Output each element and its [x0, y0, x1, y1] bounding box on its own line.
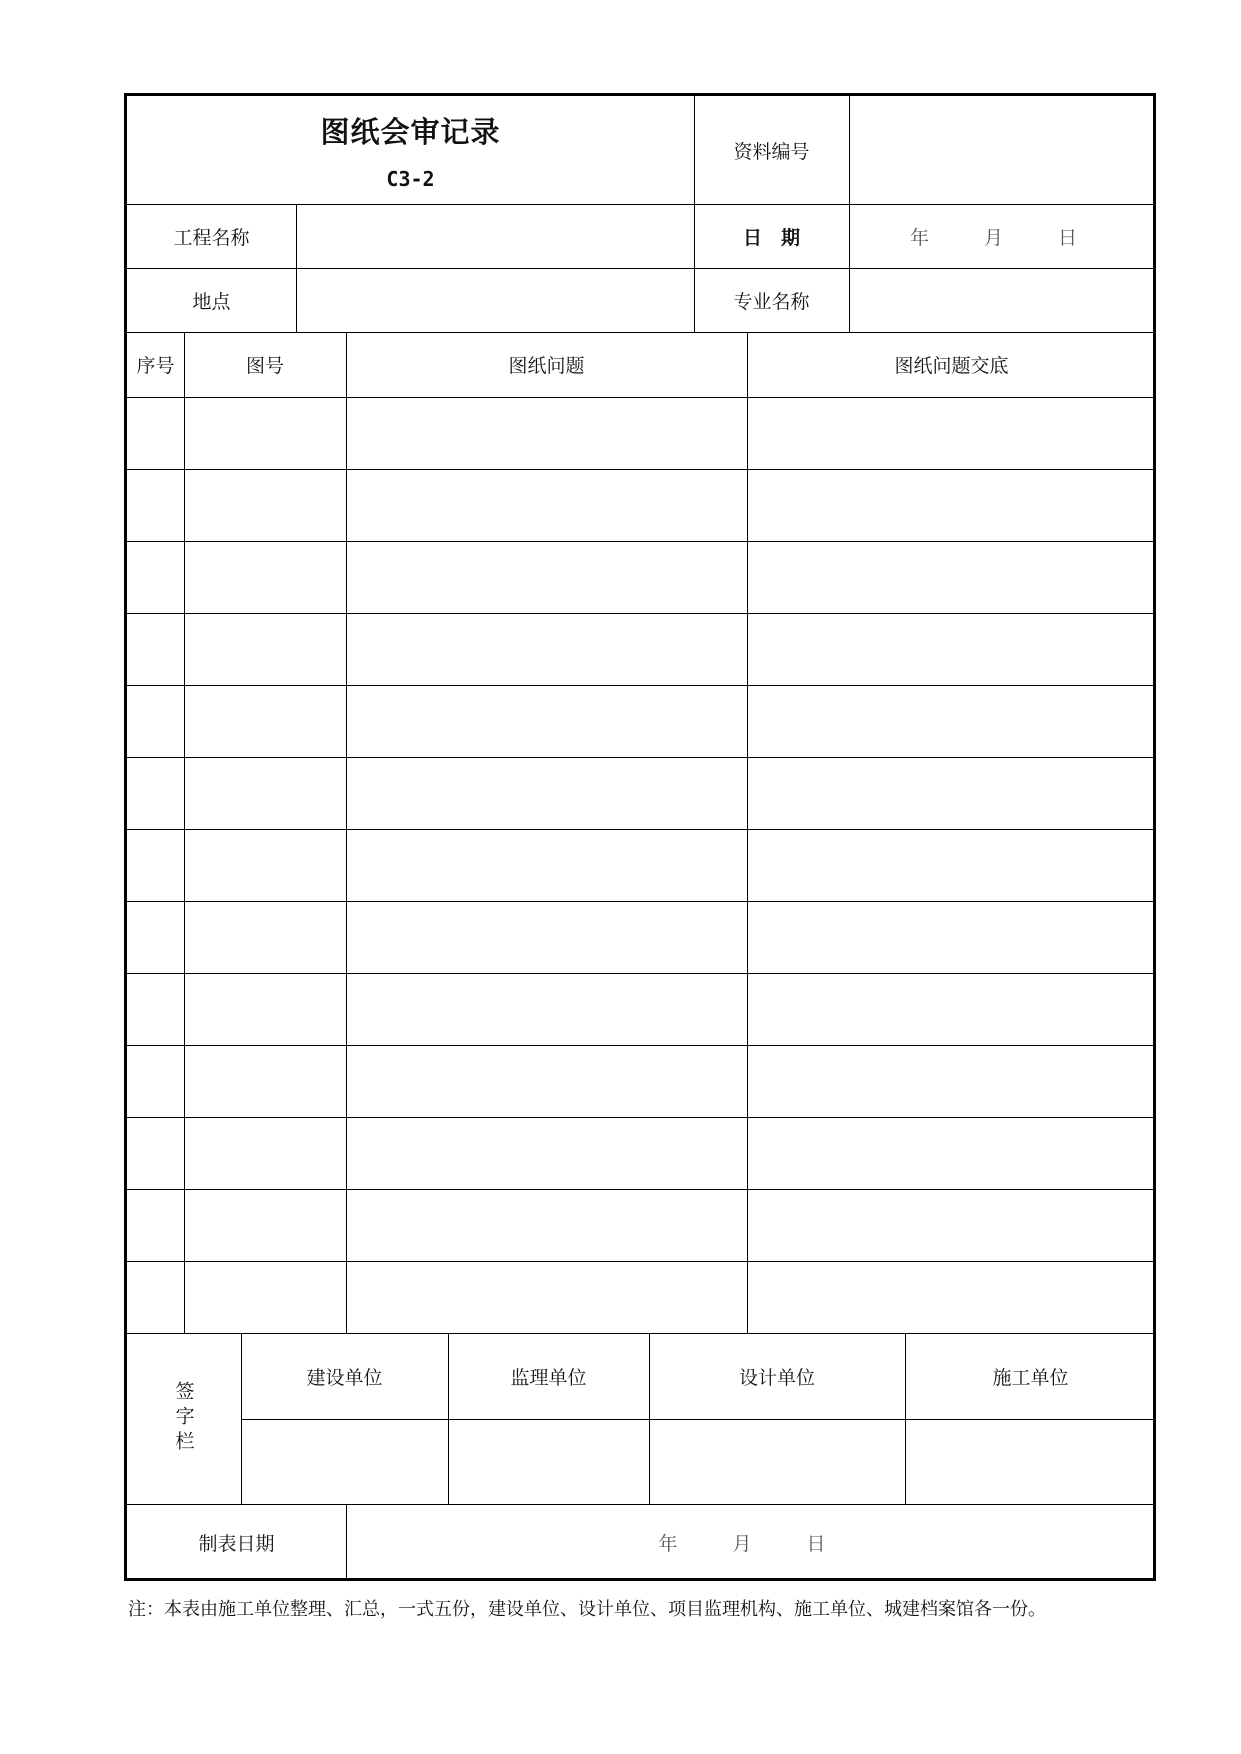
- column-divider: [296, 204, 297, 332]
- column-header-drawing-issue: 图纸问题: [508, 355, 585, 377]
- issue-resolution-cell[interactable]: [747, 901, 1156, 973]
- seq-cell[interactable]: [127, 829, 184, 901]
- issue-resolution-cell[interactable]: [747, 1189, 1156, 1261]
- date-field[interactable]: 年 月 日: [909, 226, 1095, 249]
- drawing-issue-cell[interactable]: [346, 1045, 747, 1117]
- row-divider: [127, 1261, 1156, 1262]
- issue-resolution-cell[interactable]: [747, 1045, 1156, 1117]
- column-divider: [649, 1333, 650, 1504]
- row-divider: [241, 1419, 1156, 1420]
- doc-number-field[interactable]: [849, 96, 1156, 204]
- drawing-no-cell[interactable]: [184, 901, 346, 973]
- drawing-issue-cell[interactable]: [346, 397, 747, 469]
- row-divider: [127, 1333, 1156, 1334]
- row-divider: [127, 268, 1156, 269]
- issue-resolution-cell[interactable]: [747, 685, 1156, 757]
- footnote: 注：本表由施工单位整理、汇总，一式五份，建设单位、设计单位、项目监理机构、施工单位、城建档案馆各一份。: [128, 1599, 1046, 1620]
- drawing-no-cell[interactable]: [184, 1117, 346, 1189]
- column-divider: [346, 332, 347, 1333]
- signature-field-contractor[interactable]: [905, 1419, 1156, 1504]
- drawing-issue-cell[interactable]: [346, 901, 747, 973]
- date-label: 日 期: [742, 226, 800, 249]
- column-divider: [905, 1333, 906, 1504]
- drawing-no-cell[interactable]: [184, 757, 346, 829]
- drawing-no-cell[interactable]: [184, 685, 346, 757]
- row-divider: [127, 757, 1156, 758]
- party-header-owner: 建设单位: [306, 1366, 383, 1389]
- drawing-no-cell[interactable]: [184, 829, 346, 901]
- column-divider: [448, 1333, 449, 1504]
- row-divider: [127, 1504, 1156, 1505]
- title-block: [127, 96, 694, 204]
- issue-resolution-cell[interactable]: [747, 613, 1156, 685]
- drawing-no-cell[interactable]: [184, 613, 346, 685]
- drawing-issue-cell[interactable]: [346, 685, 747, 757]
- issue-resolution-cell[interactable]: [747, 469, 1156, 541]
- seq-cell[interactable]: [127, 757, 184, 829]
- row-divider: [127, 397, 1156, 398]
- row-divider: [127, 613, 1156, 614]
- drawing-no-cell[interactable]: [184, 541, 346, 613]
- project-name-field[interactable]: [296, 204, 694, 268]
- drawing-issue-cell[interactable]: [346, 1261, 747, 1333]
- doc-number-label: 资料编号: [733, 140, 810, 163]
- drawing-issue-cell[interactable]: [346, 469, 747, 541]
- row-divider: [127, 901, 1156, 902]
- seq-cell[interactable]: [127, 901, 184, 973]
- seq-cell[interactable]: [127, 685, 184, 757]
- row-divider: [127, 973, 1156, 974]
- signature-field-supervisor[interactable]: [448, 1419, 649, 1504]
- form-code: C3-2: [386, 166, 435, 191]
- drawing-issue-cell[interactable]: [346, 973, 747, 1045]
- drawing-issue-cell[interactable]: [346, 541, 747, 613]
- seq-cell[interactable]: [127, 613, 184, 685]
- column-divider: [346, 1504, 347, 1581]
- row-divider: [127, 1189, 1156, 1190]
- seq-cell[interactable]: [127, 469, 184, 541]
- signature-label: 签字栏: [172, 1381, 195, 1456]
- drawing-issue-cell[interactable]: [346, 1117, 747, 1189]
- row-divider: [127, 204, 1156, 205]
- column-divider: [849, 96, 850, 332]
- seq-cell[interactable]: [127, 541, 184, 613]
- drawing-no-cell[interactable]: [184, 973, 346, 1045]
- signature-column-label: [127, 1333, 241, 1504]
- specialty-field[interactable]: [849, 268, 1156, 332]
- column-divider: [241, 1333, 242, 1504]
- issue-resolution-cell[interactable]: [747, 1261, 1156, 1333]
- drawing-no-cell[interactable]: [184, 1261, 346, 1333]
- issue-resolution-cell[interactable]: [747, 397, 1156, 469]
- project-name-label: 工程名称: [173, 226, 250, 249]
- issue-resolution-cell[interactable]: [747, 541, 1156, 613]
- row-divider: [127, 541, 1156, 542]
- row-divider: [127, 332, 1156, 333]
- column-divider: [747, 332, 748, 1333]
- column-divider: [184, 332, 185, 1333]
- seq-cell[interactable]: [127, 973, 184, 1045]
- issue-resolution-cell[interactable]: [747, 1117, 1156, 1189]
- form-date-label: 制表日期: [198, 1533, 275, 1555]
- specialty-label: 专业名称: [733, 290, 810, 313]
- drawing-no-cell[interactable]: [184, 469, 346, 541]
- seq-cell[interactable]: [127, 1117, 184, 1189]
- row-divider: [127, 685, 1156, 686]
- form-title: 图纸会审记录: [320, 114, 501, 149]
- drawing-issue-cell[interactable]: [346, 757, 747, 829]
- signature-field-designer[interactable]: [649, 1419, 905, 1504]
- party-header-contractor: 施工单位: [992, 1366, 1069, 1389]
- drawing-no-cell[interactable]: [184, 1189, 346, 1261]
- seq-cell[interactable]: [127, 397, 184, 469]
- seq-cell[interactable]: [127, 1189, 184, 1261]
- issue-resolution-cell[interactable]: [747, 757, 1156, 829]
- row-divider: [127, 1117, 1156, 1118]
- row-divider: [127, 1045, 1156, 1046]
- drawing-no-cell[interactable]: [184, 1045, 346, 1117]
- row-divider: [127, 469, 1156, 470]
- column-divider: [694, 96, 695, 332]
- column-header-issue-resolution: 图纸问题交底: [894, 355, 1009, 377]
- party-header-designer: 设计单位: [738, 1366, 815, 1389]
- seq-cell[interactable]: [127, 1045, 184, 1117]
- drawing-issue-cell[interactable]: [346, 613, 747, 685]
- issue-resolution-cell[interactable]: [747, 973, 1156, 1045]
- issue-resolution-cell[interactable]: [747, 829, 1156, 901]
- drawing-issue-cell[interactable]: [346, 1189, 747, 1261]
- party-header-supervisor: 监理单位: [510, 1366, 587, 1389]
- drawing-no-cell[interactable]: [184, 397, 346, 469]
- drawing-issue-cell[interactable]: [346, 829, 747, 901]
- seq-cell[interactable]: [127, 1261, 184, 1333]
- signature-field-owner[interactable]: [241, 1419, 448, 1504]
- column-header-seq: 序号: [136, 355, 175, 377]
- form-date-field[interactable]: 年 月 日: [658, 1533, 844, 1555]
- drawing-review-form: [124, 93, 1156, 1581]
- location-label: 地点: [192, 290, 231, 313]
- column-header-drawing-no: 图号: [245, 355, 284, 377]
- location-field[interactable]: [296, 268, 694, 332]
- row-divider: [127, 829, 1156, 830]
